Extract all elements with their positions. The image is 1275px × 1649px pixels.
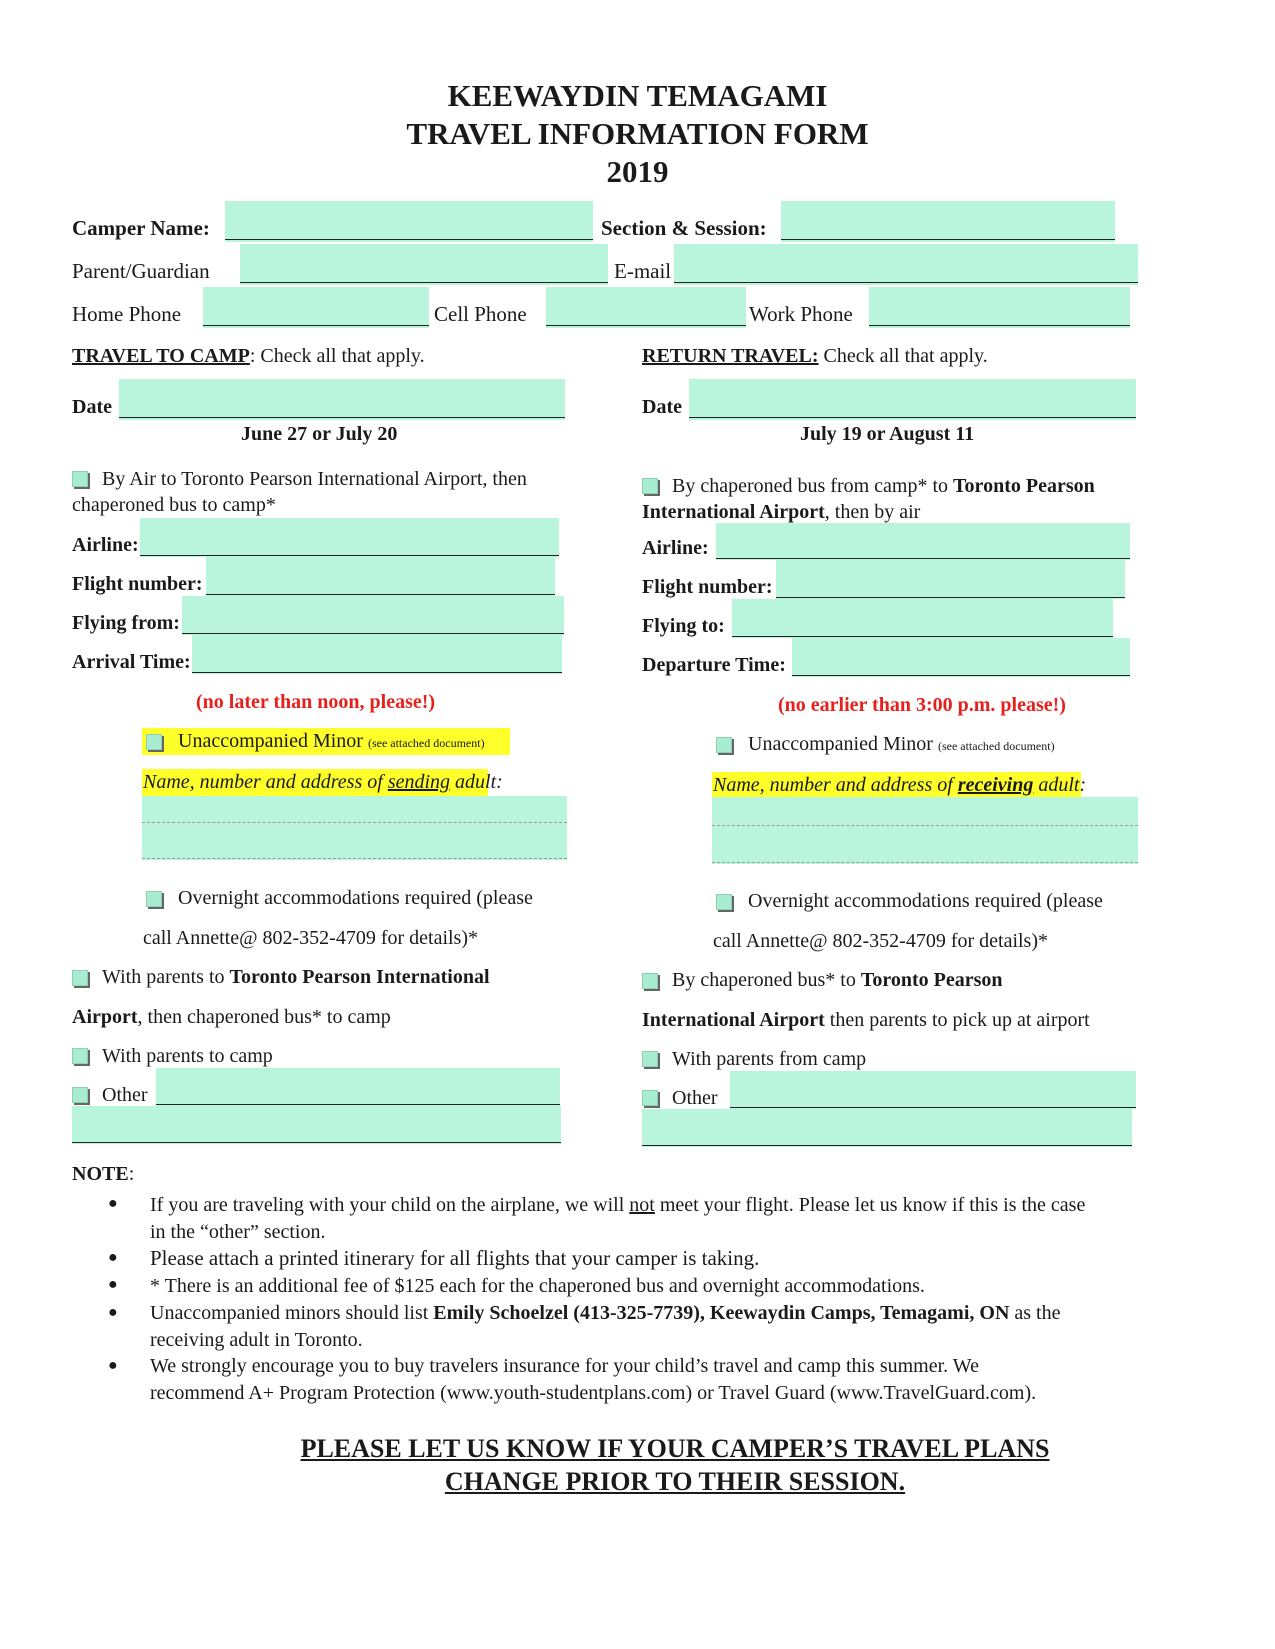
parent-guardian-label: Parent/Guardian <box>72 259 210 283</box>
note-1-text-a: If you are traveling with your child on the airplane, we will <box>150 1194 630 1216</box>
work-phone-field[interactable] <box>869 287 1130 328</box>
note-bullet-3: ● <box>108 1276 118 1293</box>
camper-name-label: Camper Name: <box>72 216 210 240</box>
note-item-4 <box>150 1300 1200 1354</box>
arrival-time-note: (no later than noon, please!) <box>196 691 436 713</box>
receiving-adult-line2 <box>712 862 1138 863</box>
receiving-adult-suffix: adult: <box>1033 774 1087 796</box>
arrival-overnight-line2: call Annette@ 802-352-4709 for details)* <box>143 927 478 949</box>
sending-adult-prefix: Name, number and address of <box>143 771 388 793</box>
receiving-minor-label <box>748 733 1055 756</box>
return-travel-title: RETURN TRAVEL: <box>642 345 819 367</box>
departure-time-field[interactable] <box>792 638 1130 677</box>
with-parents-airport-checkbox[interactable] <box>72 970 88 986</box>
sending-minor-checkbox[interactable] <box>146 734 162 750</box>
closing-line2: CHANGE PRIOR TO THEIR SESSION. <box>444 1467 906 1496</box>
camper-name-underline <box>225 239 593 240</box>
arrival-date-underline <box>119 417 565 418</box>
departure-time-label: Departure Time: <box>642 654 786 676</box>
note-bullet-1: ● <box>108 1195 118 1212</box>
receiving-adult-prefix: Name, number and address of <box>713 774 958 796</box>
travel-to-camp-title: TRAVEL TO CAMP <box>72 345 250 367</box>
sending-adult-label <box>143 771 503 794</box>
note-item-3: * There is an additional fee of $125 each for the chaperoned bus and overnight accommodations. <box>150 1275 925 1297</box>
receiving-adult-keyword: receiving <box>957 774 1034 796</box>
travel-to-camp-instruction: : Check all that apply. <box>249 345 425 367</box>
cell-phone-field[interactable] <box>546 287 746 328</box>
return-flight-number-field[interactable] <box>776 560 1125 599</box>
email-field[interactable] <box>674 244 1138 285</box>
flying-to-field[interactable] <box>732 599 1113 638</box>
by-air-checkbox[interactable] <box>72 471 88 487</box>
closing-line1: PLEASE LET US KNOW IF YOUR CAMPER’S TRAVEL PLANS <box>300 1434 1050 1463</box>
sending-adult-keyword: sending <box>387 771 451 793</box>
return-date-options: July 19 or August 11 <box>800 423 975 445</box>
return-bus-parents-suffix: then parents to pick up at airport <box>824 1009 1090 1031</box>
return-bus-parents-prefix: By chaperoned bus* to <box>672 969 861 991</box>
return-bus-air-line2 <box>642 501 920 524</box>
note-1-text-b: meet your flight. Please let us know if this is the case <box>654 1194 1086 1216</box>
note-heading-colon: : <box>128 1163 135 1185</box>
note-5-line1: We strongly encourage you to buy travelers insurance for your child’s travel and camp this summer. We <box>150 1355 979 1377</box>
arrival-date-field[interactable] <box>119 379 565 420</box>
with-parents-camp-checkbox[interactable] <box>72 1048 88 1064</box>
note-4-bold: Emily Schoelzel (413-325-7739), Keewaydin Camps, Temagami, ON <box>433 1302 1010 1324</box>
form-title-line1: KEEWAYDIN TEMAGAMI <box>447 78 828 113</box>
arrival-other-field[interactable] <box>156 1068 560 1106</box>
note-heading-text: NOTE <box>72 1163 129 1185</box>
parent-guardian-underline <box>240 282 608 283</box>
home-phone-underline <box>203 325 429 326</box>
work-phone-underline <box>869 325 1130 326</box>
arrival-flight-number-underline <box>206 594 555 595</box>
with-parents-airport-suffix: , then chaperoned bus* to camp <box>137 1006 391 1028</box>
departure-time-note: (no earlier than 3:00 p.m. please!) <box>778 694 1066 716</box>
email-underline <box>674 282 1138 283</box>
arrival-time-field[interactable] <box>192 635 562 674</box>
section-session-label: Section & Session: <box>601 216 767 240</box>
arrival-other-underline <box>156 1104 560 1105</box>
cell-phone-underline <box>546 325 746 326</box>
return-date-label: Date <box>642 396 682 418</box>
with-parents-airport-prefix: With parents to <box>102 966 230 988</box>
travel-to-camp-heading <box>72 345 425 368</box>
sending-adult-line1 <box>142 822 567 823</box>
return-other-checkbox[interactable] <box>642 1090 658 1106</box>
return-other-label: Other <box>672 1087 718 1109</box>
return-bus-parents-line1 <box>672 969 1003 992</box>
arrival-flight-number-field[interactable] <box>206 557 555 596</box>
return-bus-air-bold: Toronto Pearson <box>953 475 1095 497</box>
return-bus-air-suffix: , then by air <box>824 501 921 523</box>
return-other-underline <box>730 1107 1136 1108</box>
return-travel-heading <box>642 345 988 368</box>
note-bullet-5: ● <box>108 1357 118 1374</box>
arrival-other-label: Other <box>102 1084 148 1106</box>
arrival-date-label: Date <box>72 396 112 418</box>
with-parents-airport-bold: Toronto Pearson International <box>229 966 490 988</box>
departure-time-underline <box>792 675 1130 676</box>
note-5-line2: recommend A+ Program Protection (www.youth-studentplans.com) or Travel Guard (www.TravelGuard.com). <box>150 1382 1037 1404</box>
section-session-field[interactable] <box>781 201 1115 242</box>
return-airline-underline <box>716 558 1130 559</box>
receiving-minor-note: (see attached document) <box>937 739 1055 753</box>
note-bullet-2: ● <box>108 1249 118 1266</box>
sending-adult-line2 <box>142 858 567 859</box>
return-overnight-line2: call Annette@ 802-352-4709 for details)* <box>713 930 1048 952</box>
receiving-adult-field[interactable] <box>712 797 1138 864</box>
flying-from-label: Flying from: <box>72 612 180 634</box>
receiving-minor-checkbox[interactable] <box>716 737 732 753</box>
arrival-airline-field[interactable] <box>140 518 559 557</box>
by-air-label-line2: chaperoned bus to camp* <box>72 494 276 516</box>
return-other-field-2[interactable] <box>642 1109 1132 1147</box>
return-other-underline-2 <box>642 1145 1132 1146</box>
work-phone-label: Work Phone <box>749 302 853 326</box>
home-phone-field[interactable] <box>203 287 429 328</box>
arrival-flight-number-label: Flight number: <box>72 573 203 595</box>
return-bus-air-line1 <box>672 475 1095 498</box>
arrival-other-checkbox[interactable] <box>72 1087 88 1103</box>
return-bus-parents-line2 <box>642 1009 1090 1032</box>
note-4-text-b: as the <box>1009 1302 1061 1324</box>
arrival-overnight-checkbox[interactable] <box>146 891 162 907</box>
note-heading <box>72 1163 134 1186</box>
flying-to-underline <box>732 636 1113 637</box>
note-1-line2: in the “other” section. <box>150 1221 326 1243</box>
note-item-1 <box>150 1192 1200 1246</box>
by-air-label-line1: By Air to Toronto Pearson International Airport, then <box>102 468 527 490</box>
return-other-field[interactable] <box>730 1071 1136 1109</box>
return-flight-number-label: Flight number: <box>642 576 773 598</box>
return-travel-instruction: Check all that apply. <box>818 345 988 367</box>
email-label: E-mail <box>614 259 672 283</box>
with-parents-camp-label: With parents to camp <box>102 1045 273 1067</box>
sending-minor-text: Unaccompanied Minor <box>178 730 363 752</box>
with-parents-airport-line2 <box>72 1006 391 1029</box>
return-overnight-checkbox[interactable] <box>716 894 732 910</box>
return-bus-parents-bold: Toronto Pearson <box>860 969 1003 991</box>
sending-adult-suffix: adult: <box>450 771 503 793</box>
return-bus-air-checkbox[interactable] <box>642 478 658 494</box>
flying-from-underline <box>182 633 564 634</box>
return-overnight-line1: Overnight accommodations required (please <box>748 890 1103 912</box>
return-airline-label: Airline: <box>642 537 709 559</box>
arrival-time-label: Arrival Time: <box>72 651 191 673</box>
note-4-text-a: Unaccompanied minors should list <box>150 1302 434 1324</box>
arrival-time-underline <box>192 672 562 673</box>
arrival-other-field-2[interactable] <box>72 1106 561 1144</box>
cell-phone-label: Cell Phone <box>434 302 527 326</box>
sending-minor-note: (see attached document) <box>367 736 485 750</box>
flying-from-field[interactable] <box>182 596 564 635</box>
arrival-airline-label: Airline: <box>72 534 139 556</box>
arrival-airline-underline <box>140 555 559 556</box>
parent-guardian-field[interactable] <box>240 244 608 285</box>
form-title-line2: TRAVEL INFORMATION FORM <box>406 116 869 151</box>
with-parents-from-camp-checkbox[interactable] <box>642 1051 658 1067</box>
home-phone-label: Home Phone <box>72 302 182 326</box>
return-date-field[interactable] <box>689 379 1136 420</box>
return-airline-field[interactable] <box>716 523 1130 560</box>
note-item-5 <box>150 1353 1200 1407</box>
receiving-adult-label <box>713 774 1086 797</box>
note-4-line2: receiving adult in Toronto. <box>150 1329 363 1351</box>
with-parents-from-camp-label: With parents from camp <box>672 1048 867 1070</box>
arrival-overnight-line1: Overnight accommodations required (please <box>178 887 533 909</box>
sending-adult-field[interactable] <box>142 796 567 860</box>
with-parents-airport-bold2: Airport <box>72 1006 138 1028</box>
camper-name-field[interactable] <box>225 201 593 242</box>
note-item-2: Please attach a printed itinerary for all flights that your camper is taking. <box>150 1246 760 1270</box>
note-bullet-4: ● <box>108 1304 118 1321</box>
flying-to-label: Flying to: <box>642 615 725 637</box>
return-flight-number-underline <box>776 597 1125 598</box>
form-year: 2019 <box>606 154 669 189</box>
return-bus-parents-bold2: International Airport <box>642 1009 825 1031</box>
return-bus-air-prefix: By chaperoned bus from camp* to <box>672 475 954 497</box>
with-parents-airport-line1 <box>102 966 490 989</box>
return-bus-air-bold2: International Airport <box>642 501 825 523</box>
note-1-not: not <box>629 1194 655 1216</box>
receiving-adult-line1 <box>712 825 1138 826</box>
arrival-other-underline-2 <box>72 1142 561 1143</box>
receiving-minor-text: Unaccompanied Minor <box>748 733 933 755</box>
return-date-underline <box>689 417 1136 418</box>
section-session-underline <box>781 239 1115 240</box>
return-bus-parents-checkbox[interactable] <box>642 973 658 989</box>
arrival-date-options: June 27 or July 20 <box>241 423 398 445</box>
sending-minor-label <box>178 730 485 753</box>
